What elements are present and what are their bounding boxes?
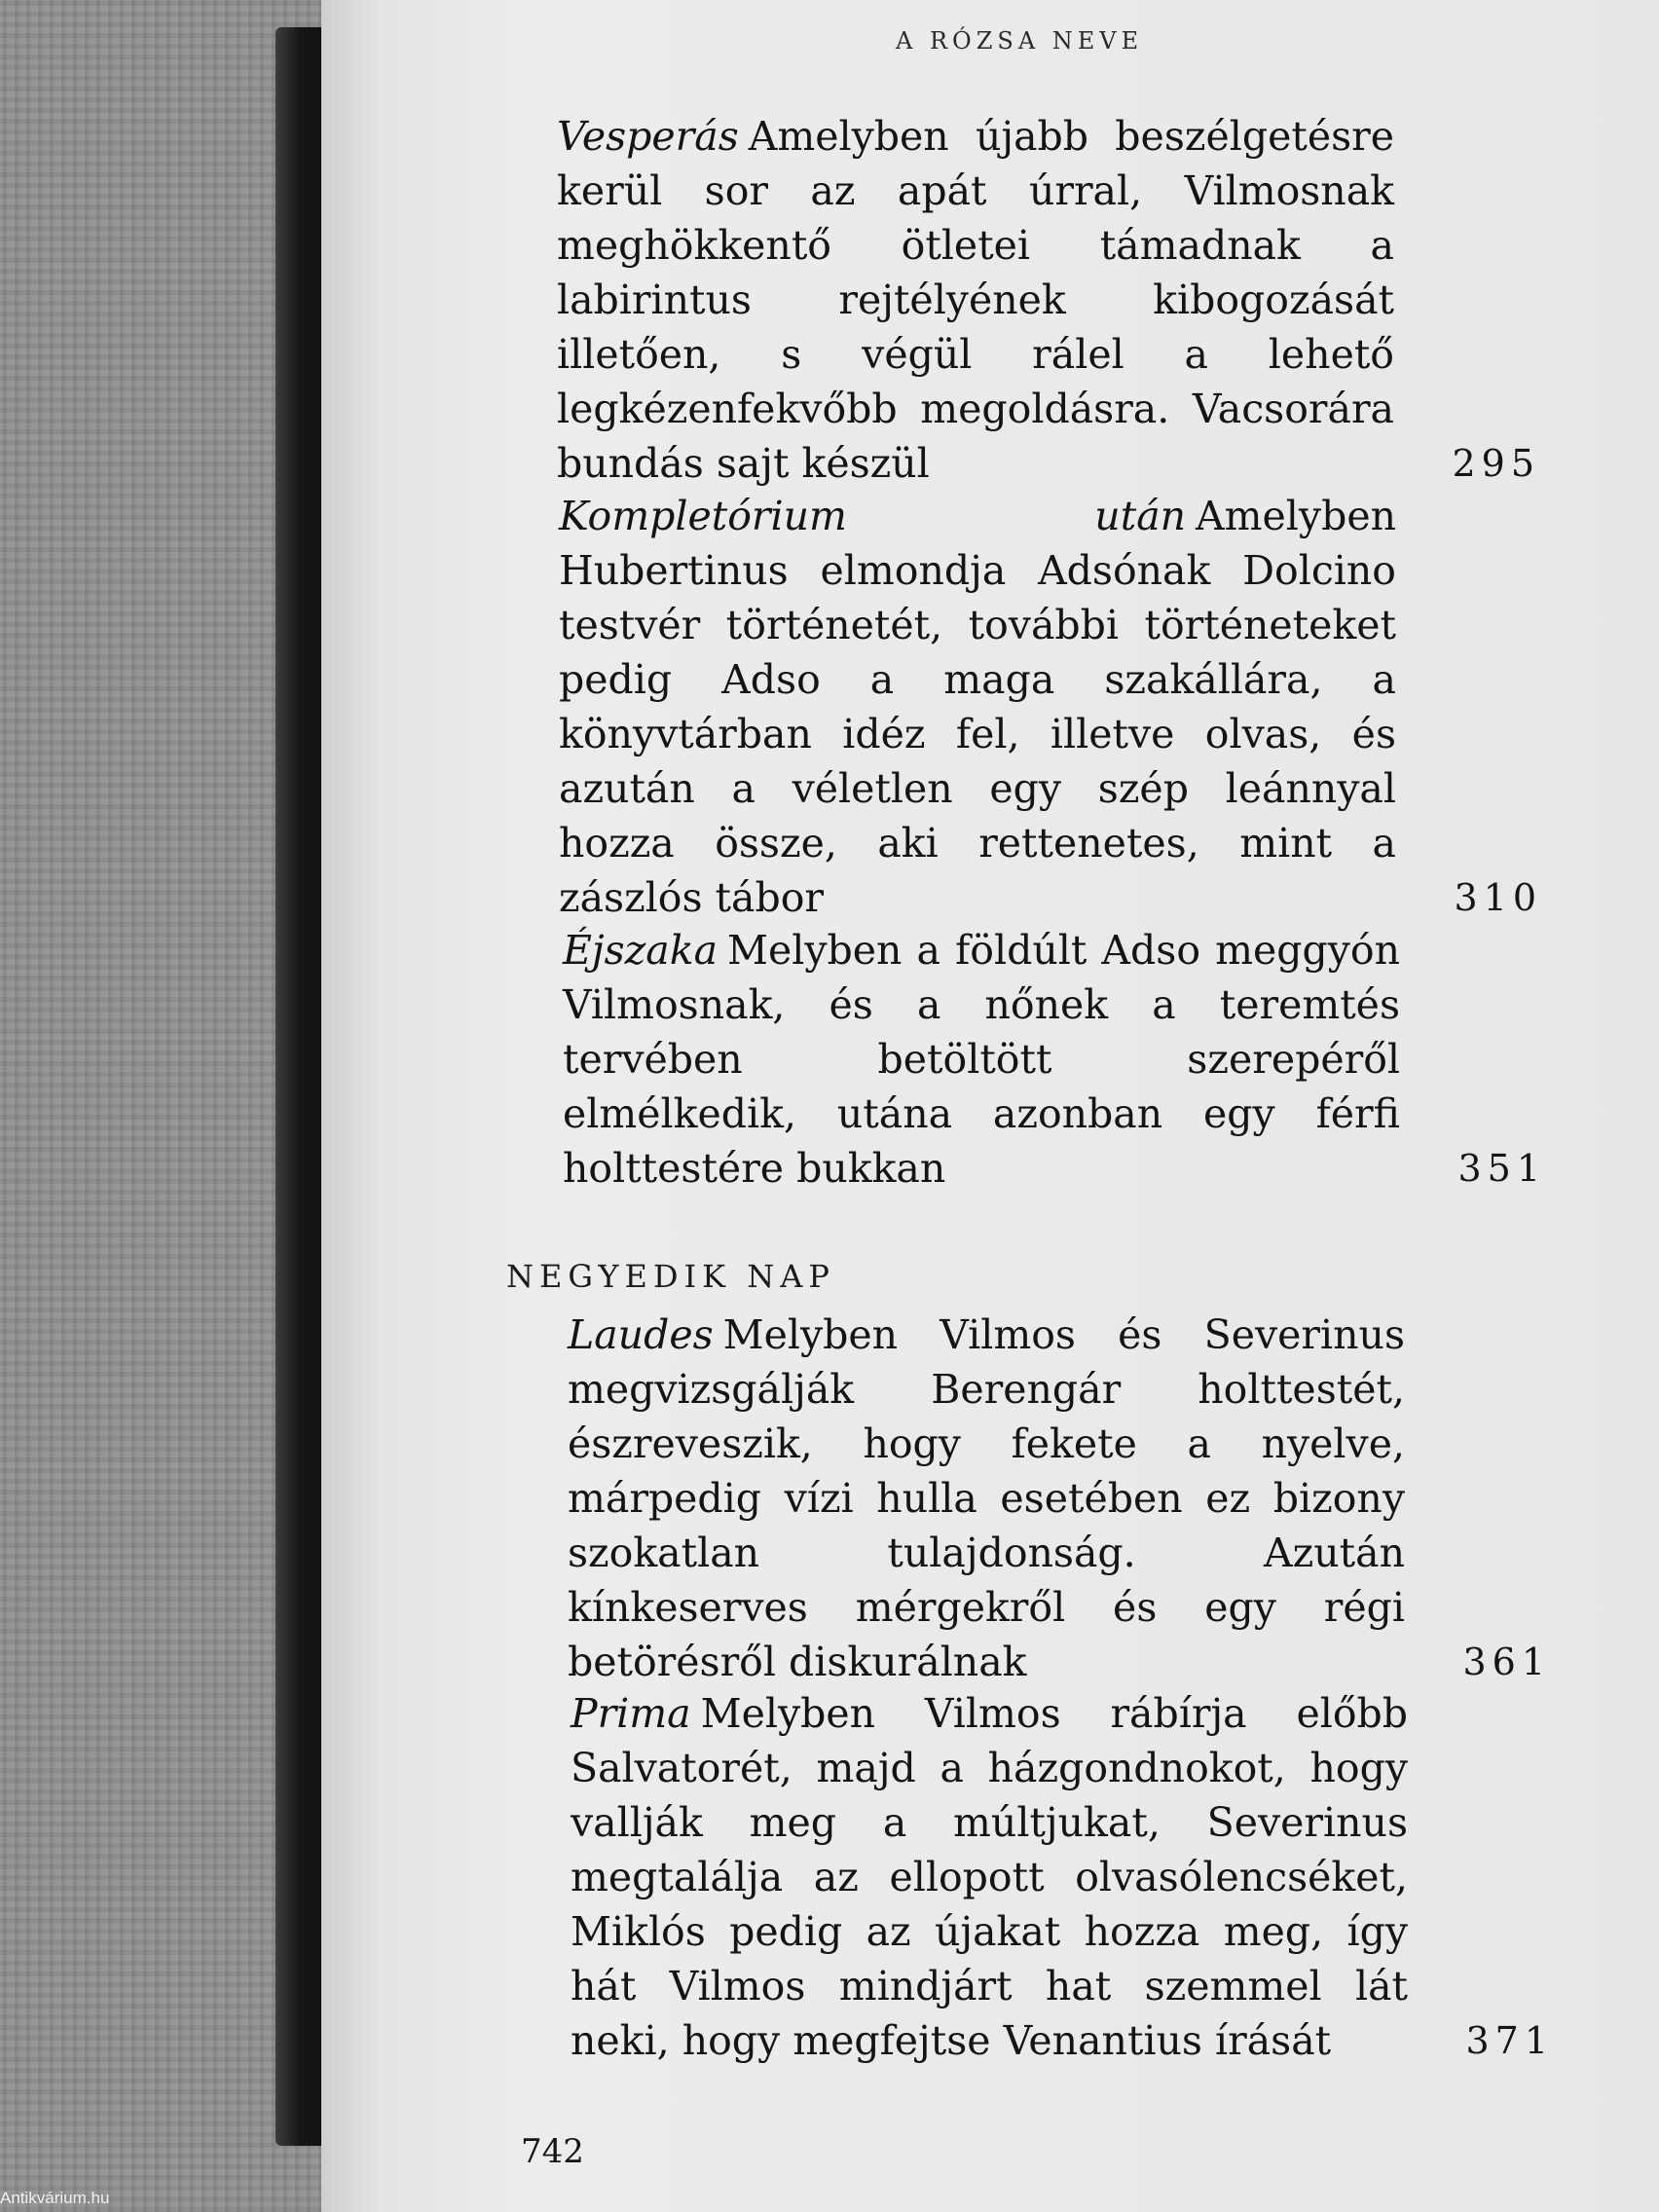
entry-description: Melyben a földúlt Adso meggyón Vilmosnak, és a nőnek a teremtés tervében betöltött szerepéről elmélkedik, utána azonban egy férfi holttestére bukkan	[563, 927, 1400, 1192]
toc-entry-text	[571, 1686, 1408, 2068]
canonical-hour: Éjszaka	[563, 927, 719, 974]
entry-description: Amelyben újabb beszélgetésre kerül sor az apát úrral, Vilmosnak meghökkentő ötletei támadnak a labirintus rejtélyének kibogozását illetően, s végül rálel a lehető legkézenfekvőbb megoldásra. Vacsorára bundás sajt készül	[557, 113, 1394, 487]
entry-description: Melyben Vilmos rábírja előbb Salvatorét, majd a házgondnokot, hogy vallják meg a múltjukat, Severinus megtalálja az ellopott olvasólencséket, Miklós pedig az újakat hozza meg, így hát Vilmos mindjárt hat szemmel lát neki, hogy megfejtse Venantius írását	[571, 1690, 1408, 2064]
entry-description: Amelyben Hubertinus elmondja Adsónak Dolcino testvér történetét, további történeteket pedig Adso a maga szakállára, a könyvtárban idéz fel, illetve olvas, és azután a véletlen egy szép leánnyal hozza össze, aki rettenetes, mint a zászlós tábor	[559, 493, 1396, 921]
running-header: A RÓZSA NEVE	[896, 27, 1144, 55]
page-number: 351	[1457, 1147, 1546, 1190]
entry-description: Melyben Vilmos és Severinus megvizsgálják Berengár holttestét, észreveszik, hogy fekete a nyelve, márpedig vízi hulla esetében ez bizony szokatlan tulajdonság. Azután kínkeserves mérgekről és egy régi betörésről diskurálnak	[568, 1311, 1405, 1685]
toc-entry	[557, 109, 1540, 491]
canonical-hour: Vesperás	[557, 113, 739, 160]
facing-page-bleedthrough	[1421, 88, 1659, 1645]
watermark: Antikvárium.hu	[0, 2189, 110, 2207]
toc-entry-text	[557, 109, 1394, 491]
folio-page-number: 742	[521, 2132, 584, 2171]
page-number: 361	[1462, 1641, 1551, 1683]
toc-entry	[559, 489, 1542, 925]
canonical-hour: Laudes	[568, 1311, 714, 1358]
canonical-hour: Prima	[571, 1690, 691, 1737]
page-number: 295	[1452, 442, 1540, 485]
section-heading: NEGYEDIK NAP	[506, 1258, 835, 1295]
page-number: 371	[1465, 2019, 1554, 2062]
toc-entry-text	[568, 1308, 1405, 1689]
toc-entry-text	[559, 489, 1396, 925]
toc-entry	[568, 1308, 1551, 1689]
page-number: 310	[1454, 876, 1542, 919]
toc-entry	[563, 923, 1546, 1196]
toc-entry	[571, 1686, 1554, 2068]
toc-entry-text	[563, 923, 1400, 1196]
canonical-hour: Kompletórium után	[559, 493, 1187, 539]
